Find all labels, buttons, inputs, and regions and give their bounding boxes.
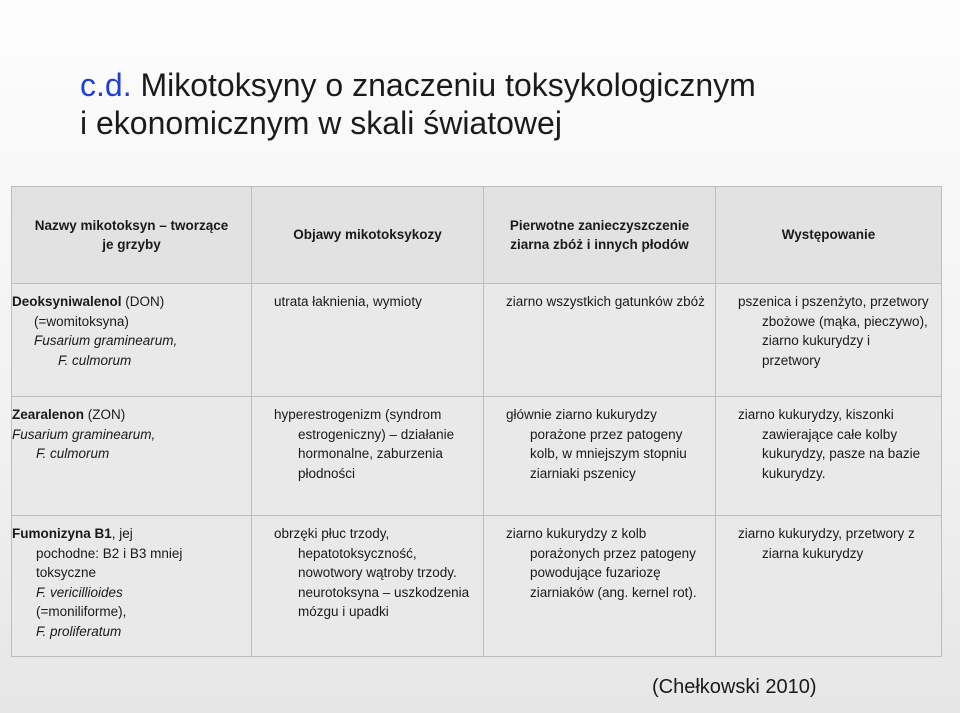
cell-symptoms — [252, 397, 484, 516]
mycotoxin-alias: (=womitoksyna) — [34, 313, 129, 329]
fungus-name: F. culmorum — [58, 352, 132, 368]
table-row — [12, 284, 942, 397]
header-label: Objawy mikotoksykozy — [293, 227, 442, 243]
header-contamination — [484, 187, 716, 284]
contamination-text: głównie ziarno kukurydzy porażone przez patogeny kolb, w mniejszym stopniu ziarniaki pszenicy — [506, 407, 687, 481]
contamination-text: ziarno wszystkich gatunków zbóż — [506, 294, 705, 309]
citation: (Chełkowski 2010) — [652, 676, 817, 698]
fungus-alias: (=moniliforme), — [36, 604, 127, 619]
table-row — [12, 516, 942, 657]
cell-symptoms — [252, 516, 484, 657]
mycotoxin-derivatives: pochodne: B2 i B3 mniej — [36, 545, 183, 561]
mycotoxin-name-suffix: (ZON) — [84, 407, 126, 422]
symptoms-text: utrata łaknienia, wymioty — [274, 294, 422, 309]
cell-occurrence — [716, 284, 942, 397]
table-header-row — [12, 187, 942, 284]
cell-contamination — [484, 397, 716, 516]
header-label: Nazwy mikotoksyn – tworzące je grzyby — [34, 217, 229, 252]
cell-contamination — [484, 284, 716, 397]
symptoms-text: hyperestrogenizm (syndrom estrogeniczny) – działanie hormonalne, zaburzenia płodności — [274, 407, 455, 481]
cell-occurrence — [716, 397, 942, 516]
mycotoxin-derivatives: toksyczne — [36, 565, 97, 580]
fungus-name: F. proliferatum — [36, 623, 122, 639]
slide-title — [80, 66, 940, 142]
cell-occurrence — [716, 516, 942, 657]
mycotoxin-name: Fumonizyna B1 — [12, 526, 112, 541]
mycotoxin-table — [11, 186, 942, 657]
header-occurrence — [716, 187, 942, 284]
header-mycotoxin-names — [12, 187, 252, 284]
cell-mycotoxin — [12, 284, 252, 397]
fungus-name: F. vericillioides — [36, 584, 123, 600]
mycotoxin-name: Zearalenon — [12, 407, 85, 422]
fungus-name: Fusarium graminearum, — [12, 426, 156, 442]
symptoms-text: obrzęki płuc trzody, hepatotoksyczność, nowotwory wątroby trzody. neurotoksyna – uszkodzenia mózgu i upadki — [274, 526, 470, 619]
contamination-text: ziarno kukurydzy z kolb porażonych przez patogeny powodujące fuzariozę ziarniaków (ang. kernel rot). — [506, 526, 697, 600]
title-line-2: i ekonomicznym w skali światowej — [80, 105, 562, 141]
occurrence-text: ziarno kukurydzy, przetwory z ziarna kukurydzy — [738, 526, 915, 561]
header-label: Pierwotne zanieczyszczenie ziarna zbóż i innych płodów — [509, 217, 690, 252]
header-symptoms — [252, 187, 484, 284]
mycotoxin-name: Deoksyniwalenol — [12, 294, 122, 309]
cell-contamination — [484, 516, 716, 657]
header-label: Występowanie — [781, 227, 876, 243]
title-prefix: c.d. — [80, 67, 132, 103]
table-row — [12, 397, 942, 516]
title-line-1 — [80, 66, 940, 104]
cell-symptoms — [252, 284, 484, 397]
fungus-name: Fusarium graminearum, — [34, 333, 178, 348]
mycotoxin-name-suffix: (DON) — [121, 294, 165, 309]
title-text-1: Mikotoksyny o znaczeniu toksykologicznym — [140, 67, 756, 103]
fungus-name: F. culmorum — [36, 446, 110, 461]
occurrence-text: ziarno kukurydzy, kiszonki zawierające całe kolby kukurydzy, pasze na bazie kukurydzy. — [738, 407, 921, 481]
occurrence-text: pszenica i pszenżyto, przetwory zbożowe (mąka, pieczywo), ziarno kukurydzy i przetwory — [738, 294, 929, 368]
cell-mycotoxin — [12, 397, 252, 516]
cell-mycotoxin — [12, 516, 252, 657]
mycotoxin-name-suffix: , jej — [111, 526, 133, 541]
